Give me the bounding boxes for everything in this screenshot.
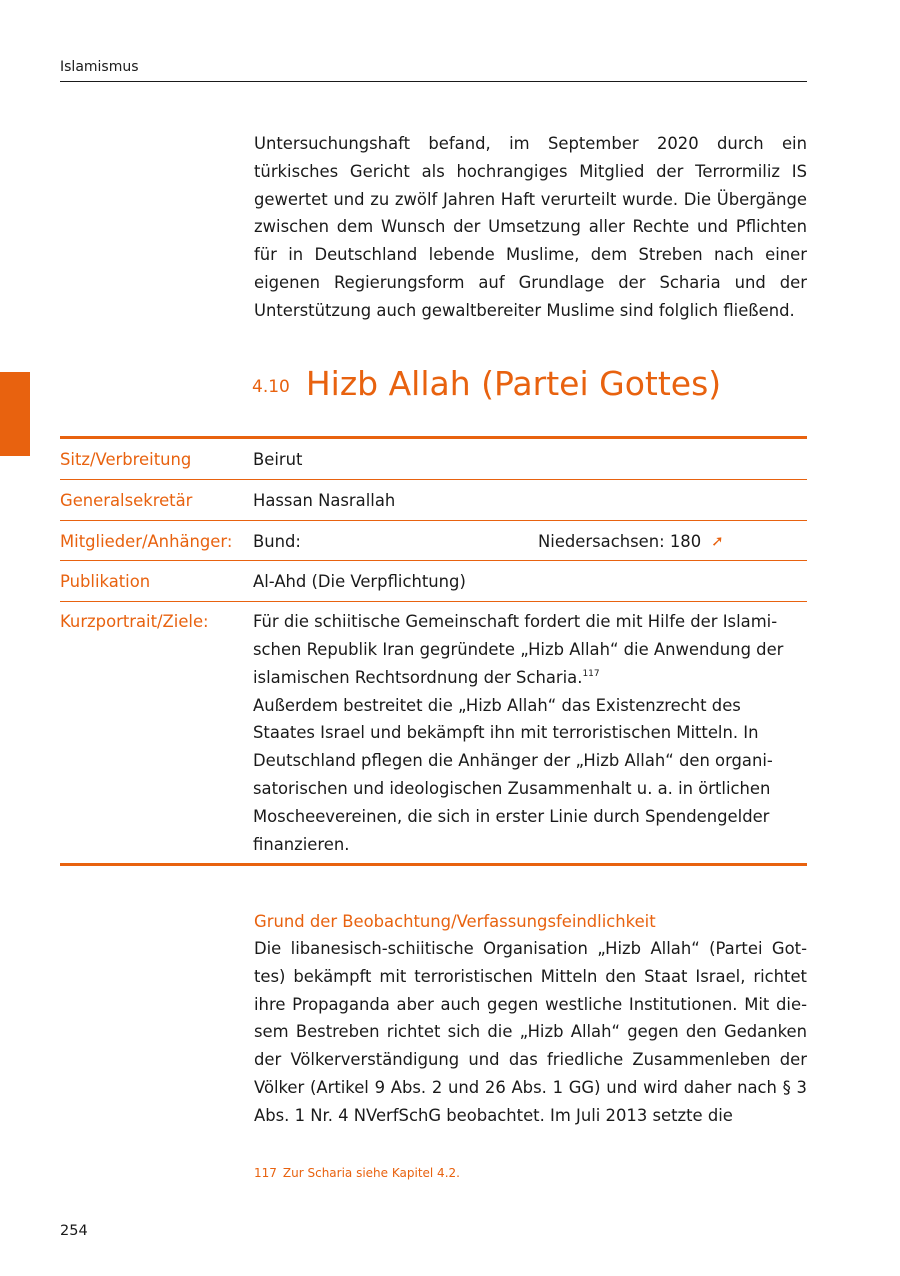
profile-row-seat xyxy=(60,438,807,480)
footnote-text: Zur Scharia siehe Kapitel 4.2. xyxy=(282,1166,460,1180)
footnote xyxy=(254,1166,460,1180)
profile-value: Hassan Nasrallah xyxy=(253,479,807,520)
chapter-side-tab xyxy=(0,372,30,456)
section-number: 4.10 xyxy=(252,377,290,397)
profile-value: Beirut xyxy=(253,438,807,480)
organization-profile-table xyxy=(60,436,807,866)
profile-label: Kurzportrait/Ziele: xyxy=(60,612,209,632)
header-rule xyxy=(60,81,807,82)
observation-heading: Grund der Beobachtung/Verfassungsfeindlichkeit xyxy=(254,912,656,931)
profile-label: Publikation xyxy=(60,561,253,602)
running-head: Islamismus xyxy=(60,59,139,75)
profile-row-portrait xyxy=(60,602,807,865)
intro-paragraph: Untersuchungshaft befand, im September 2020 durch ein türkisches Gericht als hochrangiges Mitglied der Terrormiliz IS gewertet und zu zwölf Jahren Haft verurteilt wurde. Die Übergänge zwischen dem Wunsch der Umsetzung aller Rechte und Pflichten für in Deutschland lebende Muslime, dem Streben nach einer eigenen Regierungsform auf Grundlage der Scharia und der Unterstützung auch gewaltbereiter Muslime sind folglich fließend. xyxy=(254,134,807,320)
members-federal-label: Bund: xyxy=(253,531,301,551)
profile-label: Mitglieder/Anhänger: xyxy=(60,520,253,561)
profile-value xyxy=(253,520,807,561)
profile-label: Sitz/Verbreitung xyxy=(60,438,253,480)
section-heading xyxy=(252,364,721,403)
observation-paragraph: Die libanesisch-schiitische Organisation „Hizb Allah“ (Partei Gottes) bekämpft mit terroristischen Mitteln den Staat Israel, richtet ihre Propaganda aber auch gegen westliche Institutionen. Mit diesem Bestreben richtet sich die „Hizb Allah“ gegen den Gedanken der Völkerverständigung und das friedliche Zusammenleben der Völker (Artikel 9 Abs. 2 und 26 Abs. 1 GG) und wird daher nach § 3 Abs. 1 Nr. 4 NVerfSchG beobachtet. Im Juli 2013 setzte die xyxy=(254,939,807,1125)
footnote-number: 117 xyxy=(254,1166,277,1180)
profile-row-secretary xyxy=(60,479,807,520)
profile-row-publication xyxy=(60,561,807,602)
profile-value: Al-Ahd (Die Verpflichtung) xyxy=(253,561,807,602)
profile-value xyxy=(253,602,807,865)
profile-row-members xyxy=(60,520,807,561)
page-number: 254 xyxy=(60,1223,88,1239)
footnote-ref: 117 xyxy=(582,668,600,679)
portrait-text-2: Außerdem bestreitet die „Hizb Allah“ das Existenzrecht des Staates Israel und bekämpft ihn mit terroristischen Mitteln. In Deutschland pflegen die Anhänger der „Hizb Allah“ den organisatorischen und ideologischen Zusammenhalt u. a. in örtlichen Moscheevereinen, die sich in erster Linie durch Spendengelder finanzieren. xyxy=(253,695,773,854)
portrait-text-1: Für die schiitische Gemeinschaft fordert die mit Hilfe der Islamischen Republik Iran gegründete „Hizb Allah“ die Anwendung der islamischen Rechtsordnung der Scharia. xyxy=(253,612,784,687)
members-state-count: Niedersachsen: 180 xyxy=(538,531,702,551)
trend-up-arrow-icon: ➚ xyxy=(711,531,724,550)
profile-label: Generalsekretär xyxy=(60,479,253,520)
section-title: Hizb Allah (Partei Gottes) xyxy=(305,364,722,403)
